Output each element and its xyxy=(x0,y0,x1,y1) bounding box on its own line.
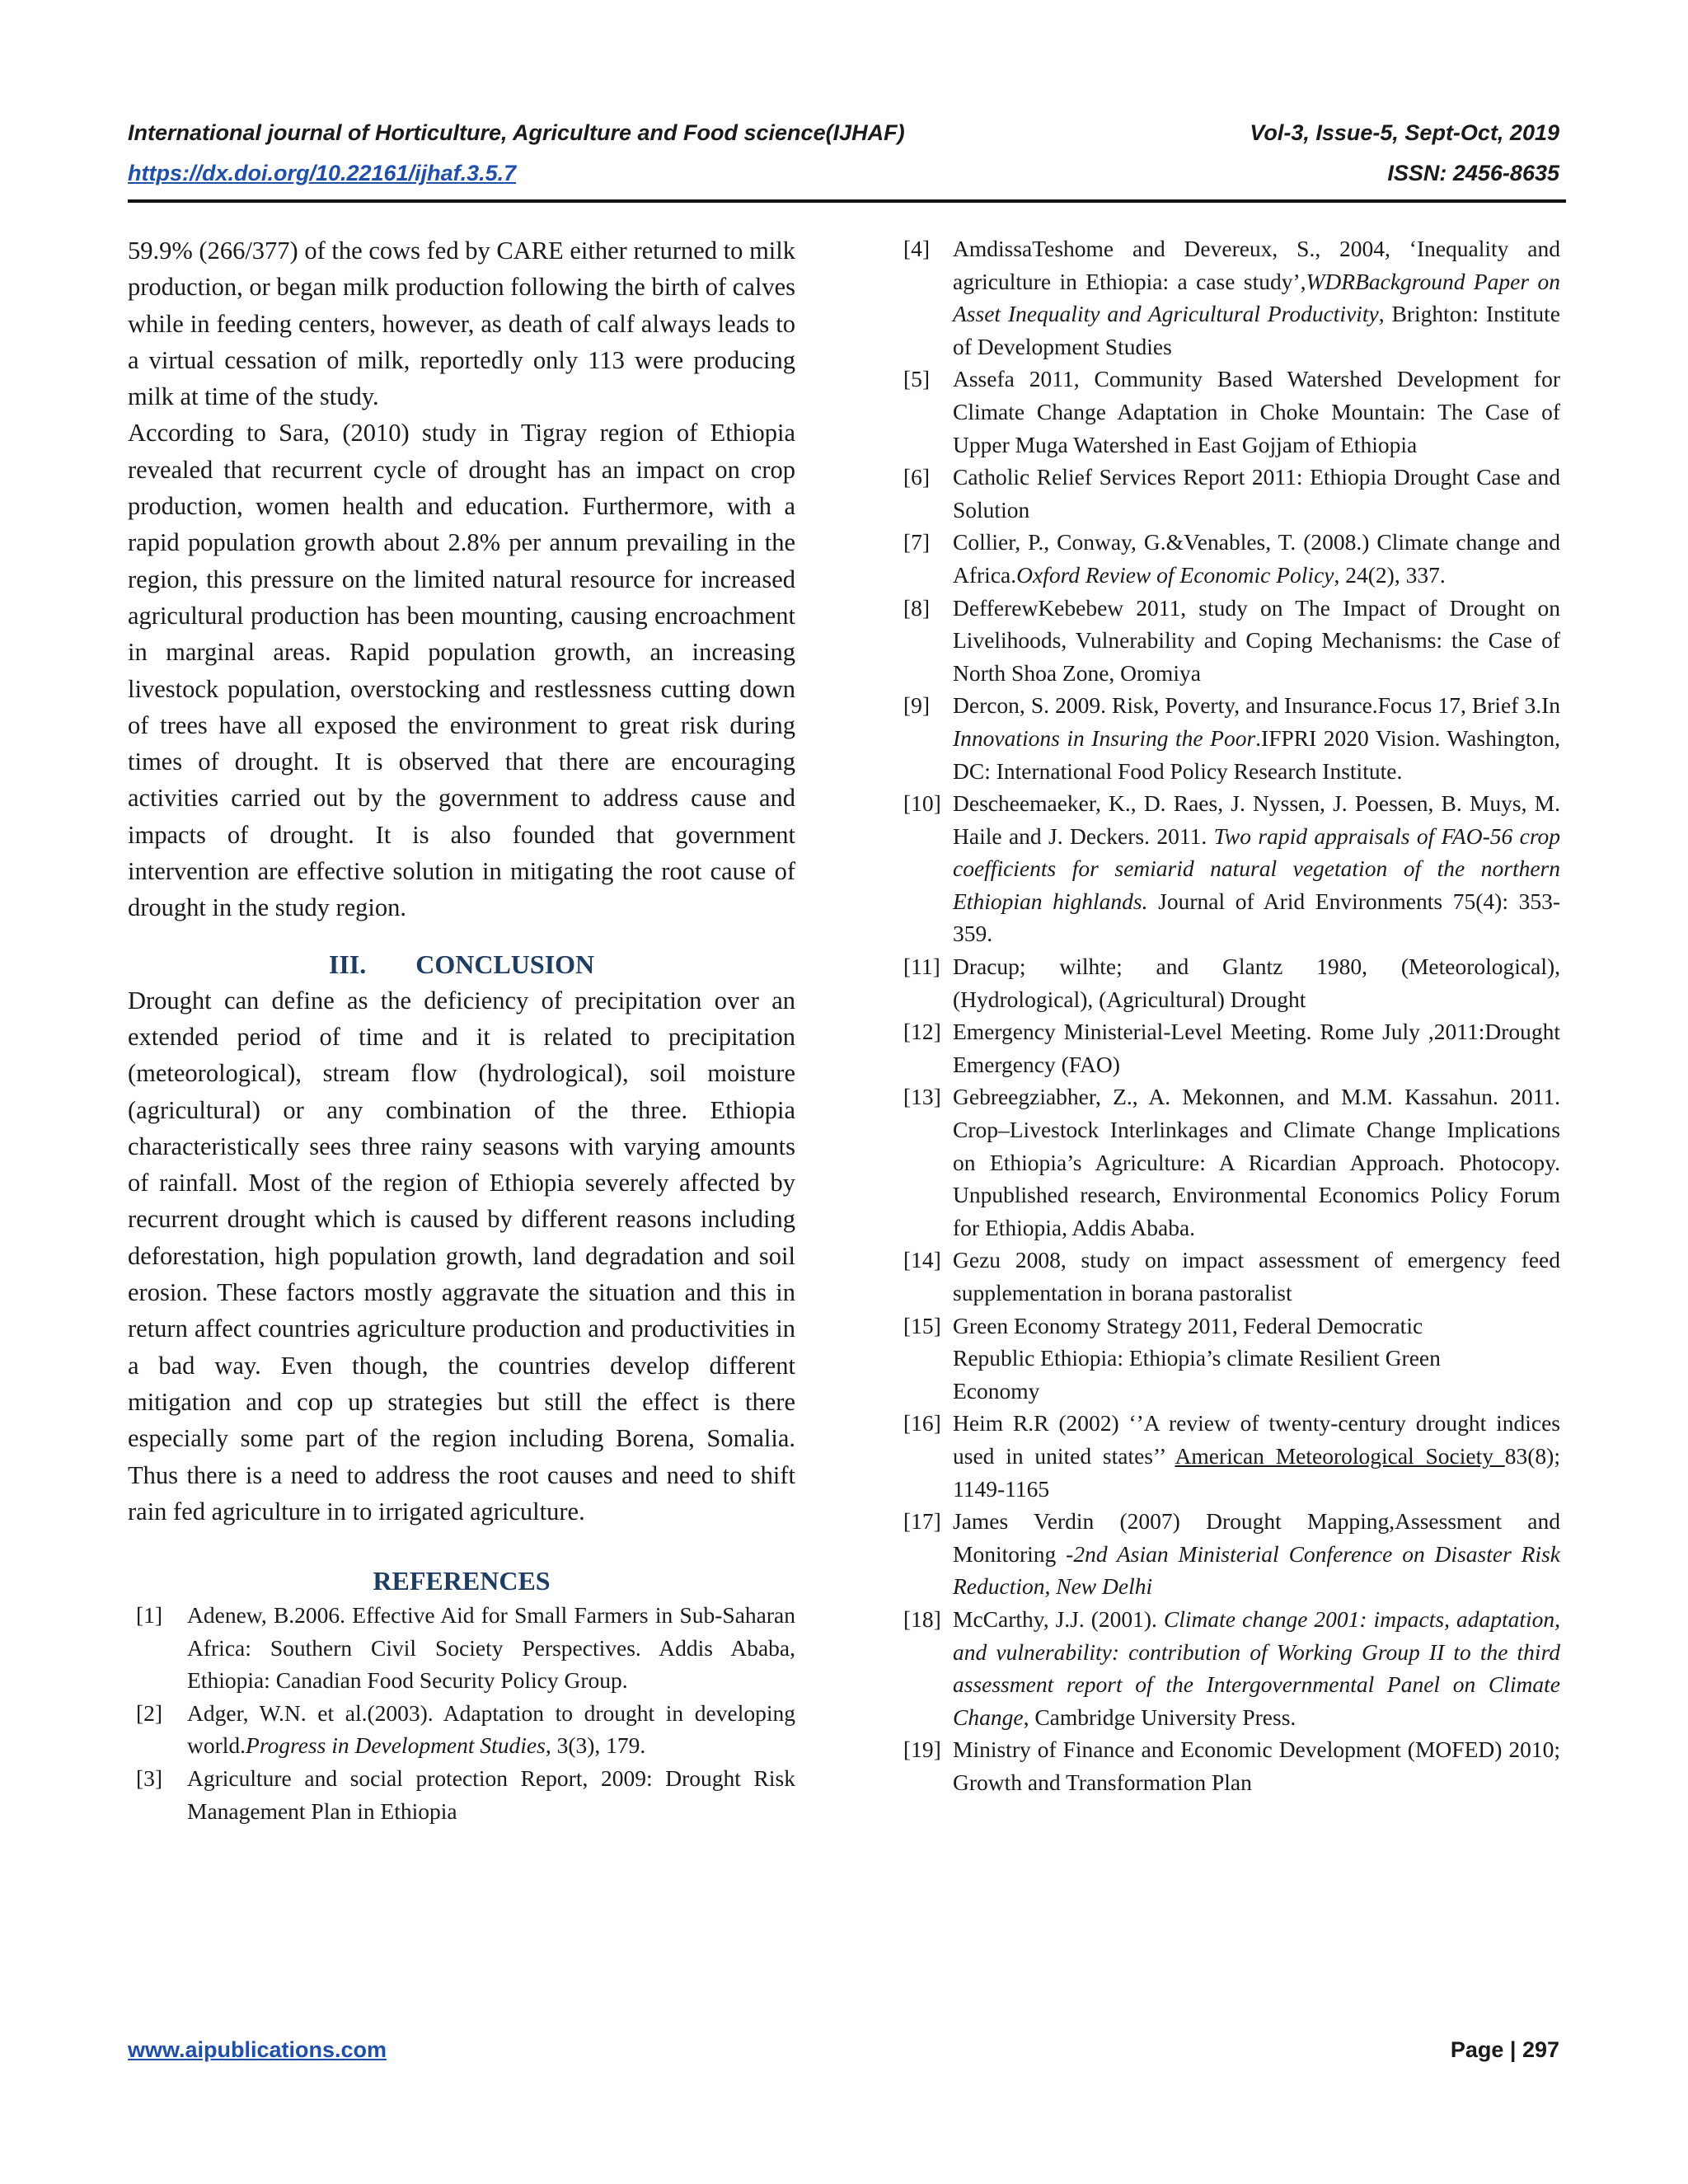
reference-number: [15] xyxy=(903,1312,941,1338)
reference-text: Dracup; wilhte; and Glantz 1980, (Meteorological), (Hydrological), (Agricultural) Drought xyxy=(953,954,1560,1012)
reference-text: DefferewKebebew 2011, study on The Impact of Drought on Livelihoods, Vulnerability and Coping Mechanisms: the Case of North Shoa Zone, Oromiya xyxy=(953,594,1560,686)
reference-number: [10] xyxy=(903,790,941,817)
issn: ISSN: 2456-8635 xyxy=(1387,161,1559,185)
reference-item xyxy=(903,1244,1560,1309)
reference-item xyxy=(903,1080,1560,1244)
reference-text: Gezu 2008, study on impact assessment of emergency feed supplementation in borana pastoralist xyxy=(953,1247,1560,1305)
reference-number: [16] xyxy=(903,1410,941,1436)
reference-item xyxy=(903,232,1560,363)
reference-number: [13] xyxy=(903,1084,941,1110)
body-paragraph: Drought can define as the deficiency of precipitation over an extended period of time and it is related to precipitation (meteorological), stream flow (hydrological), soil moisture (agricultural) or any combination of the three. Ethiopia characteristically sees three rainy seasons with varying amounts of rainfall. Most of the region of Ethiopia severely affected by recurrent drought which is caused by different reasons including deforestation, high population growth, land degradation and soil erosion. These factors mostly aggravate the situation and this in return affect countries agriculture production and productivities in a bad way. Even though, the countries develop different mitigation and cop up strategies but still the effect is there especially some part of the region including Borena, Somalia. Thus there is a need to address the root causes and need to shift rain fed agriculture in to irrigated agriculture. xyxy=(128,986,795,1526)
reference-text: AmdissaTeshome and Devereux, S., 2004, ‘Inequality and agriculture in Ethiopia: a case study’,WDRBackground Paper on Asset Inequality and Agricultural Productivity, Brighton: Institute of Development Studies xyxy=(953,236,1560,359)
right-column xyxy=(903,232,1560,1799)
conclusion-heading xyxy=(128,946,795,982)
reference-item xyxy=(903,363,1560,461)
reference-text: Descheemaeker, K., D. Raes, J. Nyssen, J. Poessen, B. Muys, M. Haile and J. Deckers. 2011. Two rapid appraisals of FAO-56 crop coefficients for semiarid natural vegetation of the northern Ethiopian highlands. Journal of Arid Environments 75(4): 353-359. xyxy=(953,790,1561,947)
doi-link[interactable]: https://dx.doi.org/10.22161/ijhaf.3.5.7 xyxy=(128,161,517,185)
publisher-link[interactable]: www.aipublications.com xyxy=(128,2037,387,2062)
page-footer xyxy=(128,2037,1559,2063)
reference-item xyxy=(903,950,1560,1015)
reference-number: [6] xyxy=(903,464,931,490)
reference-item xyxy=(128,1599,795,1697)
running-header xyxy=(128,120,1559,146)
reference-text: Green Economy Strategy 2011, Federal Democratic Republic Ethiopia: Ethiopia’s climate Resilient Green Economy xyxy=(953,1312,1441,1404)
reference-item xyxy=(903,1015,1560,1080)
reference-number: [12] xyxy=(903,1019,941,1045)
reference-text: James Verdin (2007) Drought Mapping,Assessment and Monitoring -2nd Asian Ministerial Conference on Disaster Risk Reduction, New Delhi xyxy=(953,1508,1561,1600)
reference-text: Collier, P., Conway, G.&Venables, T. (2008.) Climate change and Africa.Oxford Review of Economic Policy, 24(2), 337. xyxy=(953,529,1560,588)
reference-text: Dercon, S. 2009. Risk, Poverty, and Insurance.Focus 17, Brief 3.In Innovations in Insuring the Poor.IFPRI 2020 Vision. Washington, DC: International Food Policy Research Institute. xyxy=(953,692,1560,784)
reference-number: [9] xyxy=(903,692,931,719)
reference-number: [1] xyxy=(136,1602,163,1629)
reference-item xyxy=(128,1762,795,1827)
reference-number: [5] xyxy=(903,366,931,392)
reference-text: Heim R.R (2002) ‘’A review of twenty-century drought indices used in united states’’ American Meteorological Society 83(8); 1149-1165 xyxy=(953,1410,1560,1502)
reference-number: [18] xyxy=(903,1605,941,1632)
reference-text: Gebreegziabher, Z., A. Mekonnen, and M.M. Kassahun. 2011. Crop–Livestock Interlinkages and Climate Change Implications on Ethiopia’s Agriculture: A Ricardian Approach. Photocopy. Unpublished research, Environmental Economics Policy Forum for Ethiopia, Addis Ababa. xyxy=(953,1084,1560,1240)
reference-text: Ministry of Finance and Economic Development (MOFED) 2010; Growth and Transformation Plan xyxy=(953,1736,1560,1795)
reference-item xyxy=(903,1407,1560,1505)
reference-text: Emergency Ministerial-Level Meeting. Rome July ,2011:Drought Emergency (FAO) xyxy=(953,1019,1560,1077)
reference-item xyxy=(903,1310,1560,1408)
volume-issue: Vol-3, Issue-5, Sept-Oct, 2019 xyxy=(1250,120,1559,145)
reference-text: Agriculture and social protection Report, 2009: Drought Risk Management Plan in Ethiopia xyxy=(187,1765,795,1824)
reference-number: [7] xyxy=(903,529,931,555)
reference-item xyxy=(903,1505,1560,1603)
header-rule xyxy=(128,199,1566,203)
reference-number: [4] xyxy=(903,236,931,261)
reference-item xyxy=(903,592,1560,690)
reference-item xyxy=(903,787,1560,950)
reference-number: [8] xyxy=(903,594,931,621)
body-paragraph: 59.9% (266/377) of the cows fed by CARE either returned to milk production, or began milk production following the birth of calves while in feeding centers, however, as death of calf always leads to a virtual cessation of milk, reportedly only 113 were producing milk at time of the study. xyxy=(128,237,795,411)
page-number: Page | 297 xyxy=(1450,2037,1559,2062)
left-column xyxy=(128,232,795,1827)
reference-item xyxy=(903,689,1560,787)
section-title: CONCLUSION xyxy=(415,949,595,979)
reference-number: [14] xyxy=(903,1247,941,1273)
reference-number: [11] xyxy=(903,954,940,980)
reference-item xyxy=(903,1733,1560,1798)
reference-number: [3] xyxy=(136,1765,163,1792)
reference-text: McCarthy, J.J. (2001). Climate change 2001: impacts, adaptation, and vulnerability: contribution of Working Group II to the third assessment report of the Intergovernmental Panel on Climate Change, Cambridge University Press. xyxy=(953,1605,1561,1730)
references-heading: REFERENCES xyxy=(373,1566,551,1596)
reference-text: Adenew, B.2006. Effective Aid for Small Farmers in Sub-Saharan Africa: Southern Civil Society Perspectives. Addis Ababa, Ethiopia: Canadian Food Security Policy Group. xyxy=(187,1602,795,1694)
reference-number: [2] xyxy=(136,1699,163,1726)
journal-title: International journal of Horticulture, Agriculture and Food science(IJHAF) xyxy=(128,120,905,145)
reference-text: Assefa 2011, Community Based Watershed Development for Climate Change Adaptation in Choke Mountain: The Case of Upper Muga Watershed in East Gojjam of Ethiopia xyxy=(953,366,1560,457)
doi-header xyxy=(128,161,1559,186)
reference-number: [19] xyxy=(903,1736,941,1763)
reference-item xyxy=(128,1697,795,1762)
section-number: III. xyxy=(328,949,367,979)
reference-item xyxy=(903,526,1560,591)
reference-item xyxy=(903,461,1560,526)
reference-text: Catholic Relief Services Report 2011: Ethiopia Drought Case and Solution xyxy=(953,464,1560,523)
reference-number: [17] xyxy=(903,1508,941,1535)
body-paragraph: According to Sara, (2010) study in Tigray region of Ethiopia revealed that recurrent cycle of drought has an impact on crop production, women health and education. Furthermore, with a rapid population growth about 2.8% per annum prevailing in the region, this pressure on the limited natural resource for increased agricultural production has been mounting, causing encroachment in marginal areas. Rapid population growth, an increasing livestock population, overstocking and restlessness cutting down of trees have all exposed the environment to great risk during times of drought. It is observed that there are encouraging activities carried out by the government to address cause and impacts of drought. It is also founded that government intervention are effective solution in mitigating the root cause of drought in the study region. xyxy=(128,419,795,922)
reference-item xyxy=(903,1603,1560,1733)
reference-text: Adger, W.N. et al.(2003). Adaptation to drought in developing world.Progress in Development Studies, 3(3), 179. xyxy=(187,1699,795,1759)
